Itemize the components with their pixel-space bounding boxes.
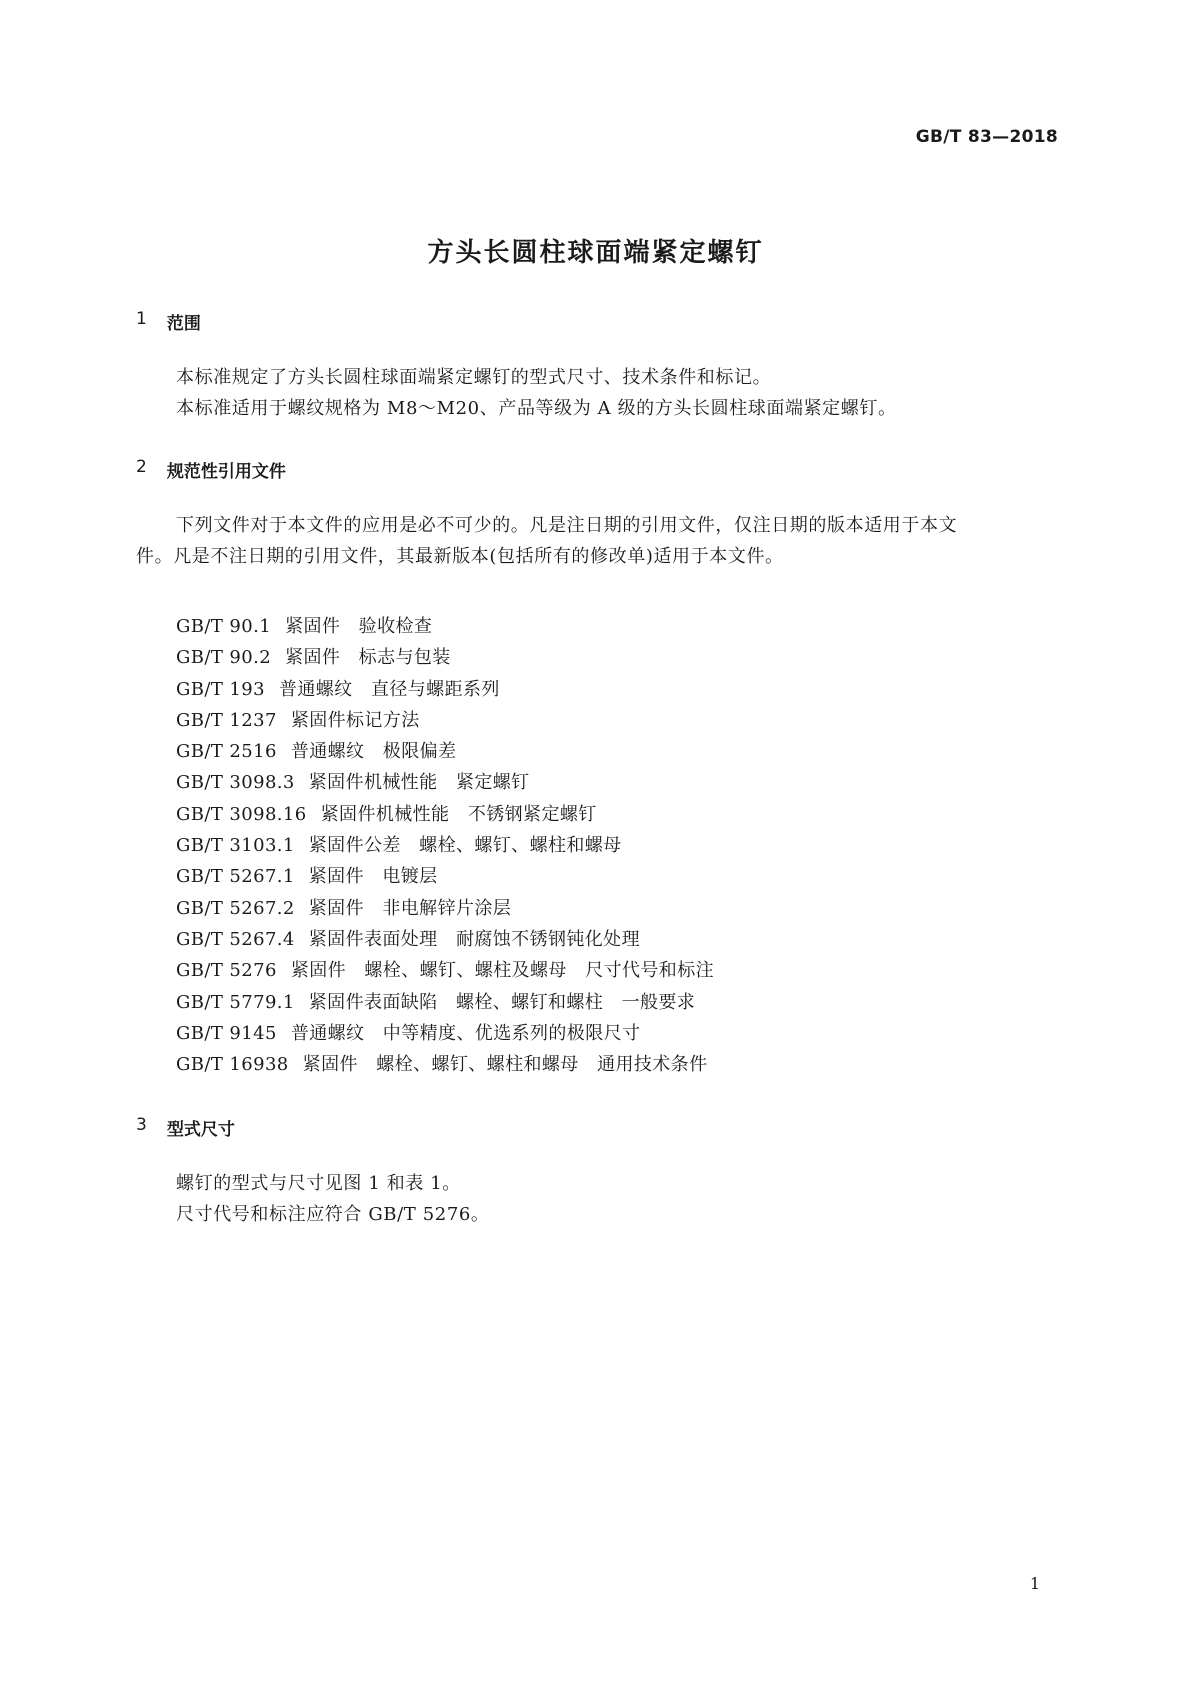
reference-title: 普通螺纹 中等精度、优选系列的极限尺寸 — [290, 1022, 641, 1044]
reference-code: GB/T 1237 — [176, 709, 277, 731]
reference-title: 紧固件 螺栓、螺钉、螺柱和螺母 通用技术条件 — [302, 1054, 708, 1076]
reference-title: 紧固件 螺栓、螺钉、螺柱及螺母 尺寸代号和标注 — [290, 960, 715, 982]
reference-item — [176, 830, 714, 861]
reference-title: 紧固件机械性能 紧定螺钉 — [308, 772, 530, 794]
reference-item — [176, 1049, 714, 1080]
reference-code: GB/T 5276 — [176, 960, 277, 982]
reference-code: GB/T 90.1 — [176, 616, 272, 637]
reference-code: GB/T 90.2 — [176, 647, 272, 669]
section-number: 3 — [136, 1115, 147, 1135]
reference-item — [176, 799, 714, 830]
reference-item — [176, 674, 714, 705]
section-title: 范围 — [166, 314, 201, 334]
scope-paragraph: 本标准规定了方头长圆柱球面端紧定螺钉的型式尺寸、技术条件和标记。 — [176, 367, 772, 388]
reference-code: GB/T 9145 — [176, 1022, 277, 1044]
reference-title: 紧固件表面缺陷 螺栓、螺钉和螺柱 一般要求 — [308, 991, 696, 1013]
dimensions-paragraph: 尺寸代号和标注应符合 GB/T 5276。 — [176, 1204, 490, 1225]
reference-title: 紧固件 验收检查 — [285, 616, 433, 637]
references-intro-line: 下列文件对于本文件的应用是必不可少的。凡是注日期的引用文件，仅注日期的版本适用于本文 — [176, 515, 958, 536]
dimensions-paragraph: 螺钉的型式与尺寸见图 1 和表 1。 — [176, 1173, 461, 1194]
references-intro-line: 件。凡是不注日期的引用文件，其最新版本(包括所有的修改单)适用于本文件。 — [136, 546, 784, 567]
reference-code: GB/T 2516 — [176, 741, 277, 763]
reference-code: GB/T 5267.4 — [176, 928, 295, 950]
reference-item — [176, 987, 714, 1018]
section-title: 规范性引用文件 — [166, 462, 286, 482]
reference-title: 紧固件 电镀层 — [308, 866, 438, 888]
reference-item — [176, 705, 714, 736]
reference-code: GB/T 3103.1 — [176, 835, 295, 857]
reference-title: 紧固件 标志与包装 — [285, 647, 451, 669]
scope-paragraph: 本标准适用于螺纹规格为 M8～M20、产品等级为 A 级的方头长圆柱球面端紧定螺钉。 — [176, 398, 897, 419]
reference-title: 紧固件表面处理 耐腐蚀不锈钢钝化处理 — [308, 928, 640, 950]
reference-title: 紧固件公差 螺栓、螺钉、螺柱和螺母 — [308, 835, 622, 857]
reference-item — [176, 1018, 714, 1049]
reference-code: GB/T 193 — [176, 678, 265, 700]
standard-code: GB/T 83—2018 — [915, 127, 1058, 147]
reference-item — [176, 924, 714, 955]
section-heading-dimensions — [136, 1115, 235, 1140]
reference-item — [176, 955, 714, 986]
reference-code: GB/T 3098.16 — [176, 803, 307, 825]
references-intro — [136, 510, 1059, 572]
reference-title: 普通螺纹 直径与螺距系列 — [278, 678, 500, 700]
document-title: 方头长圆柱球面端紧定螺钉 — [427, 238, 764, 268]
reference-item — [176, 736, 714, 767]
reference-item — [176, 893, 714, 924]
reference-title: 紧固件标记方法 — [290, 709, 420, 731]
reference-item — [176, 861, 714, 892]
reference-code: GB/T 5779.1 — [176, 991, 295, 1013]
reference-item — [176, 767, 714, 798]
section-heading-scope — [136, 309, 201, 334]
reference-code: GB/T 16938 — [176, 1054, 289, 1076]
reference-title: 紧固件 非电解锌片涂层 — [308, 897, 512, 919]
reference-code: GB/T 3098.3 — [176, 772, 295, 794]
reference-item — [176, 611, 714, 642]
section-number: 1 — [136, 309, 147, 329]
page-number: 1 — [1029, 1574, 1040, 1593]
reference-code: GB/T 5267.2 — [176, 897, 295, 919]
scope-body — [136, 362, 1059, 424]
dimensions-body — [136, 1168, 1059, 1230]
reference-title: 紧固件机械性能 不锈钢紧定螺钉 — [320, 803, 597, 825]
section-title: 型式尺寸 — [166, 1120, 235, 1140]
section-number: 2 — [136, 457, 147, 477]
reference-item — [176, 642, 714, 673]
section-heading-normative-references — [136, 457, 286, 482]
reference-code: GB/T 5267.1 — [176, 866, 295, 888]
reference-list — [176, 611, 714, 1080]
reference-title: 普通螺纹 极限偏差 — [290, 741, 457, 763]
